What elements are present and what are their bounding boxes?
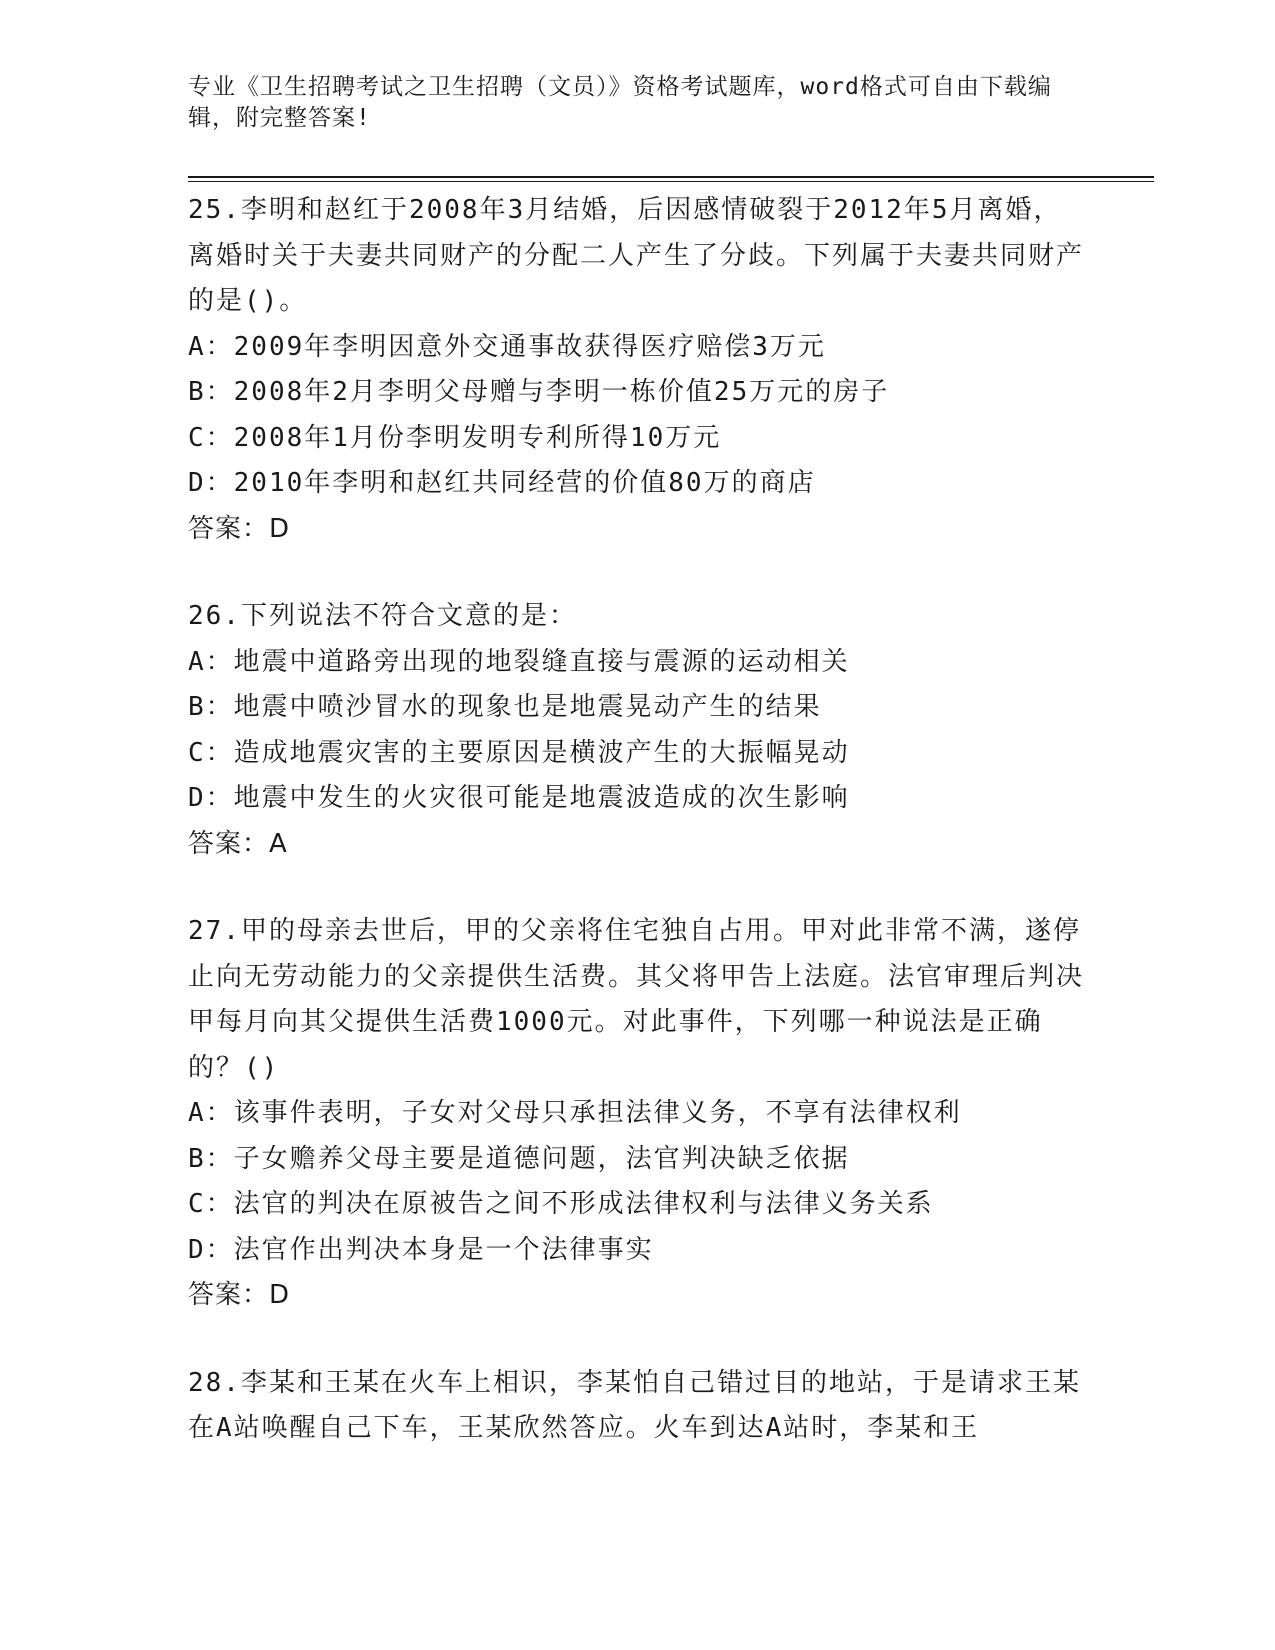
question-text: 28.李某和王某在火车上相识，李某怕自己错过目的地站，于是请求王某在A站唤醒自己下车，王某欣然答应。火车到达A站时，李某和王: [188, 1367, 1081, 1443]
question-text: 26.下列说法不符合文意的是：: [188, 601, 577, 631]
option-c: C：2008年1月份李明发明专利所得10万元: [188, 422, 722, 453]
document-header: 专业《卫生招聘考试之卫生招聘（文员）》资格考试题库，word格式可自由下载编辑，附完整答案!: [188, 74, 1052, 131]
answer: 答案：A: [188, 828, 288, 859]
option-d: D：法官作出判决本身是一个法律事实: [188, 1234, 654, 1265]
option-a: A：该事件表明，子女对父母只承担法律义务，不享有法律权利: [188, 1098, 962, 1128]
question-27: [188, 909, 1088, 1319]
question-text: 27.甲的母亲去世后，甲的父亲将住宅独自占用。甲对此非常不满，遂停止向无劳动能力的父亲提供生活费。其父将甲告上法庭。法官审理后判决甲每月向其父提供生活费1000元。对此事件，下列哪一种说法是正确的？(): [188, 916, 1085, 1083]
answer: 答案：D: [188, 1280, 291, 1310]
option-c: C：造成地震灾害的主要原因是横波产生的大振幅晃动: [188, 737, 850, 768]
option-d: D：地震中发生的火灾很可能是地震波造成的次生影响: [188, 783, 850, 813]
option-c: C：法官的判决在原被告之间不形成法律权利与法律义务关系: [188, 1189, 934, 1219]
option-a: A：地震中道路旁出现的地裂缝直接与震源的运动相关: [188, 646, 850, 677]
option-a: A：2009年李明因意外交通事故获得医疗赔偿3万元: [188, 331, 826, 362]
option-d: D：2010年李明和赵红共同经营的价值80万的商店: [188, 468, 816, 498]
question-25: [188, 188, 1088, 552]
answer: 答案：D: [188, 513, 291, 544]
option-b: B：子女赡养父母主要是道德问题，法官判决缺乏依据: [188, 1143, 850, 1174]
question-text: 25.李明和赵红于2008年3月结婚，后因感情破裂于2012年5月离婚，离婚时关于夫妻共同财产的分配二人产生了分歧。下列属于夫妻共同财产的是()。: [188, 195, 1085, 316]
option-b: B：地震中喷沙冒水的现象也是地震晃动产生的结果: [188, 692, 822, 722]
option-b: B：2008年2月李明父母赠与李明一栋价值25万元的房子: [188, 377, 890, 407]
question-list: [188, 188, 1088, 1494]
header-rule-thin: [188, 181, 1154, 182]
header-rule-thick: [188, 176, 1154, 178]
question-26: [188, 594, 1088, 867]
question-28: [188, 1361, 1088, 1452]
